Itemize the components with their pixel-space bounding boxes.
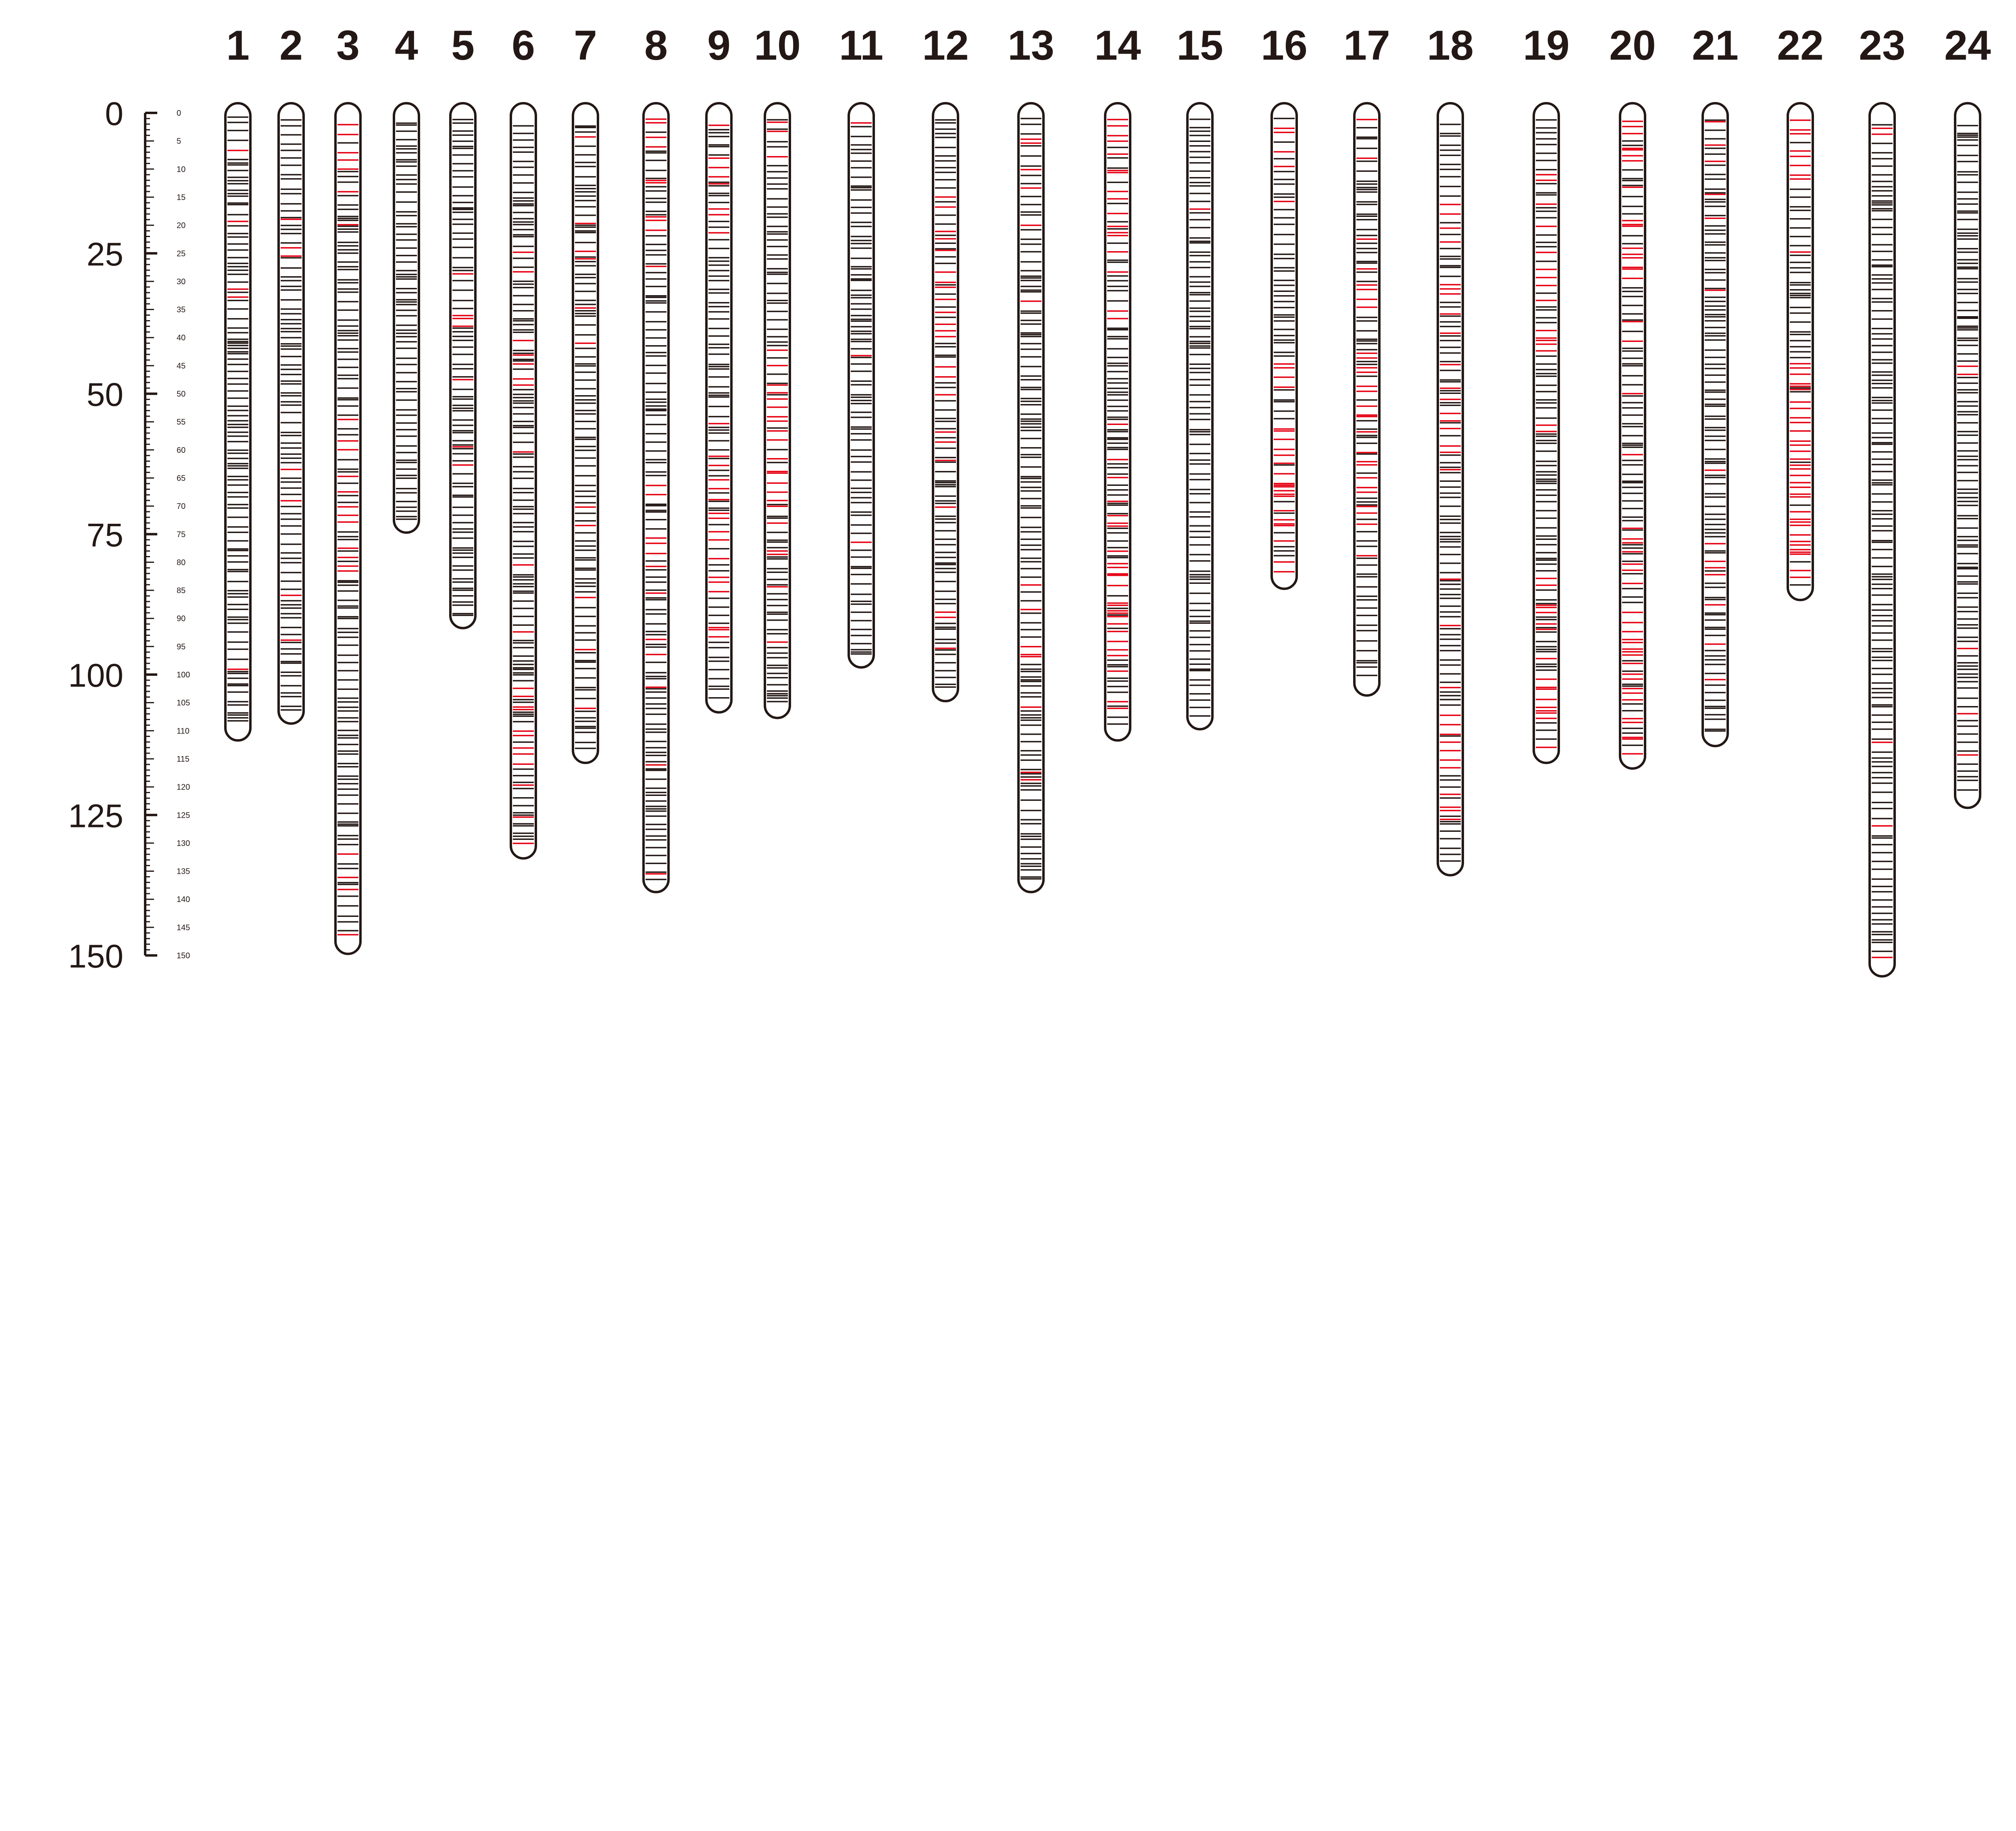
axis-minor-tick-label: 125 bbox=[177, 811, 190, 820]
linkage-group-label: 8 bbox=[644, 22, 668, 69]
marker-lines bbox=[1622, 121, 1643, 754]
marker-lines bbox=[767, 120, 788, 702]
axis-minor-tick-label: 30 bbox=[177, 277, 186, 286]
axis-minor-tick-label: 105 bbox=[177, 698, 190, 708]
chromosome-outline bbox=[706, 103, 731, 712]
linkage-groups bbox=[225, 22, 2016, 976]
linkage-group-14 bbox=[1094, 22, 1141, 740]
axis-minor-tick-label: 140 bbox=[177, 895, 190, 904]
marker-lines bbox=[1020, 119, 1041, 879]
linkage-group-label: 5 bbox=[451, 22, 475, 69]
linkage-group-label: 14 bbox=[1094, 22, 1141, 69]
linkage-group-13 bbox=[1008, 22, 1054, 892]
axis-minor-tick-label: 100 bbox=[177, 671, 190, 679]
linkage-group-15 bbox=[1177, 22, 1223, 729]
linkage-group-label: 13 bbox=[1008, 22, 1054, 69]
linkage-group-label: 21 bbox=[1692, 22, 1739, 69]
axis-minor-tick-label: 120 bbox=[177, 783, 190, 792]
axis-minor-tick-label: 150 bbox=[177, 951, 190, 960]
marker-lines bbox=[646, 119, 666, 880]
marker-lines bbox=[396, 123, 417, 519]
chromosome-outline bbox=[394, 103, 419, 533]
marker-lines bbox=[1872, 125, 1893, 958]
axis-major-tick-label: 25 bbox=[86, 236, 123, 273]
linkage-group-6 bbox=[511, 22, 536, 858]
axis-minor-tick-label: 80 bbox=[177, 558, 186, 567]
marker-lines bbox=[1440, 125, 1461, 861]
marker-lines bbox=[1107, 120, 1128, 724]
axis-major-tick-label: 100 bbox=[68, 657, 123, 694]
linkage-group-12 bbox=[922, 22, 969, 701]
marker-lines bbox=[281, 120, 302, 710]
linkage-group-1 bbox=[225, 22, 250, 740]
linkage-group-19 bbox=[1523, 22, 1570, 763]
axis-minor-tick-label: 20 bbox=[177, 221, 186, 230]
linkage-group-label: 15 bbox=[1177, 22, 1223, 69]
chromosome-outline bbox=[1955, 103, 1980, 808]
linkage-group-16 bbox=[1261, 22, 1308, 589]
axis-minor-tick-label: 50 bbox=[177, 390, 186, 399]
chromosome-outline bbox=[765, 103, 790, 718]
axis-minor-tick-label: 35 bbox=[177, 305, 186, 315]
axis-major-tick-label: 0 bbox=[105, 96, 123, 132]
axis-minor-tick-label: 15 bbox=[177, 193, 186, 202]
marker-lines bbox=[1705, 120, 1726, 731]
linkage-group-label: 7 bbox=[574, 22, 597, 69]
axis-minor-tick-label: 0 bbox=[177, 109, 181, 118]
linkage-group-label: 2 bbox=[279, 22, 303, 69]
y-axis bbox=[68, 96, 190, 975]
marker-lines bbox=[1189, 119, 1210, 716]
axis-minor-tick-label: 60 bbox=[177, 446, 186, 455]
linkage-group-label: 24 bbox=[1944, 22, 1991, 69]
axis-minor-tick-label: 65 bbox=[177, 474, 186, 483]
linkage-group-17 bbox=[1343, 22, 1390, 696]
chromosome-outline bbox=[1272, 103, 1297, 589]
chromosome-outline bbox=[279, 103, 304, 724]
marker-lines bbox=[575, 126, 596, 748]
chromosome-outline bbox=[933, 103, 958, 701]
marker-lines bbox=[227, 117, 248, 721]
axis-minor-tick-label: 40 bbox=[177, 333, 186, 343]
axis-major-tick-label: 125 bbox=[68, 798, 123, 835]
axis-major-tick-label: 50 bbox=[86, 376, 123, 413]
axis-minor-tick-label: 115 bbox=[177, 754, 190, 764]
linkage-group-5 bbox=[450, 22, 475, 628]
linkage-group-label: 22 bbox=[1777, 22, 1824, 69]
linkage-group-label: 16 bbox=[1261, 22, 1308, 69]
axis-minor-tick-label: 130 bbox=[177, 839, 190, 848]
marker-lines bbox=[337, 125, 358, 935]
axis-minor-tick-label: 75 bbox=[177, 530, 186, 539]
chromosome-outline bbox=[573, 103, 598, 763]
linkage-group-2 bbox=[279, 22, 304, 724]
marker-lines bbox=[1790, 120, 1811, 585]
chromosome-outline bbox=[1187, 103, 1212, 729]
marker-lines bbox=[1356, 119, 1377, 675]
linkage-group-label: 17 bbox=[1343, 22, 1390, 69]
linkage-group-label: 20 bbox=[1609, 22, 1656, 69]
linkage-group-label: 9 bbox=[707, 22, 731, 69]
axis-minor-tick-label: 145 bbox=[177, 923, 190, 932]
linkage-group-label: 11 bbox=[839, 22, 883, 69]
linkage-group-20 bbox=[1609, 22, 1656, 769]
linkage-group-8 bbox=[644, 22, 669, 892]
linkage-group-3 bbox=[335, 22, 360, 954]
linkage-group-4 bbox=[394, 22, 419, 533]
linkage-group-23 bbox=[1859, 22, 1906, 976]
marker-lines bbox=[1957, 126, 1978, 790]
axis-minor-tick-label: 45 bbox=[177, 361, 186, 371]
linkage-group-label: 18 bbox=[1427, 22, 1474, 69]
linkage-group-18 bbox=[1427, 22, 1474, 875]
axis-major-tick-label: 75 bbox=[86, 517, 123, 554]
linkage-group-label: 12 bbox=[922, 22, 969, 69]
linkage-group-label: 23 bbox=[1859, 22, 1906, 69]
linkage-group-10 bbox=[754, 22, 801, 718]
axis-minor-tick-label: 10 bbox=[177, 165, 186, 174]
marker-lines bbox=[708, 125, 729, 698]
linkage-group-22 bbox=[1777, 22, 1824, 600]
axis-minor-tick-label: 5 bbox=[177, 137, 181, 146]
linkage-group-label: 10 bbox=[754, 22, 801, 69]
axis-minor-tick-label: 95 bbox=[177, 642, 186, 652]
axis-minor-tick-label: 135 bbox=[177, 867, 190, 876]
linkage-group-label: 1 bbox=[226, 22, 250, 69]
linkage-group-9 bbox=[706, 22, 731, 712]
axis-major-tick-label: 150 bbox=[68, 938, 123, 975]
linkage-group-24 bbox=[1944, 22, 1991, 808]
axis-minor-tick-label: 85 bbox=[177, 586, 186, 596]
linkage-group-label: 4 bbox=[395, 22, 418, 69]
linkage-group-21 bbox=[1692, 22, 1739, 746]
axis-minor-tick-label: 90 bbox=[177, 614, 186, 623]
linkage-group-label: 3 bbox=[336, 22, 360, 69]
chromosome-outline bbox=[225, 103, 250, 740]
marker-lines bbox=[1274, 119, 1295, 572]
marker-lines bbox=[1536, 120, 1557, 747]
chromosome-outline bbox=[511, 103, 536, 858]
linkage-group-7 bbox=[573, 22, 598, 763]
linkage-group-label: 6 bbox=[512, 22, 535, 69]
marker-lines bbox=[851, 123, 872, 654]
marker-lines bbox=[452, 120, 473, 615]
chromosome-outline bbox=[450, 103, 475, 628]
axis-minor-tick-label: 25 bbox=[177, 249, 186, 258]
axis-minor-tick-label: 70 bbox=[177, 502, 186, 511]
marker-lines bbox=[935, 120, 956, 687]
marker-lines bbox=[513, 126, 534, 843]
axis-minor-tick-label: 55 bbox=[177, 418, 186, 427]
linkage-group-label: 19 bbox=[1523, 22, 1570, 69]
axis-minor-tick-label: 110 bbox=[177, 727, 190, 736]
linkage-group-11 bbox=[839, 22, 883, 667]
chromosome-outline bbox=[644, 103, 669, 892]
